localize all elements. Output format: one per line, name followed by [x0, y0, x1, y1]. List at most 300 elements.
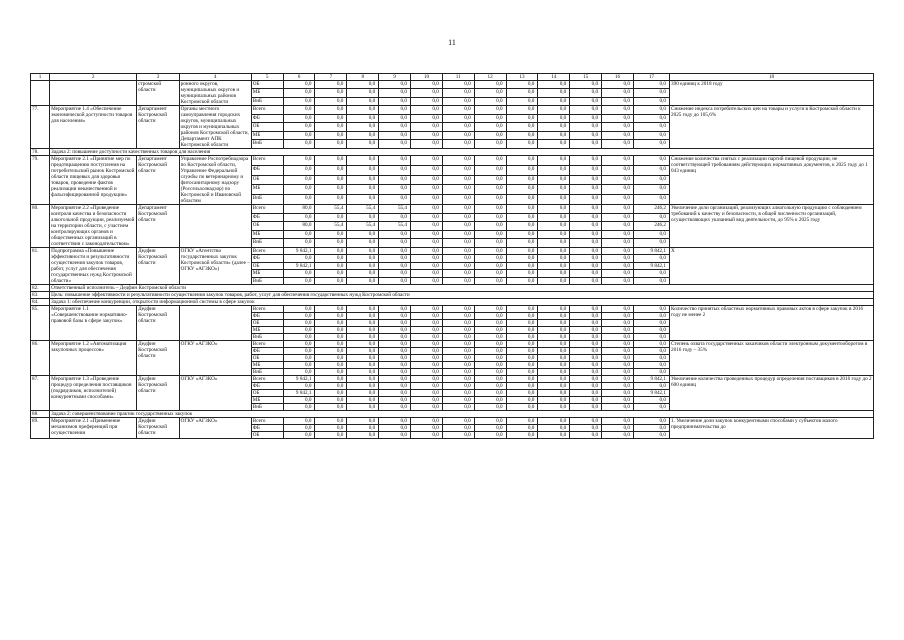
amount-cell: 9 842,1 [633, 248, 669, 255]
amount-cell: 0,0 [506, 185, 538, 195]
amount-cell: 0,0 [442, 306, 474, 313]
amount-cell: 0,0 [315, 334, 347, 341]
row-number: 89. [31, 418, 50, 439]
amount-cell: 0,0 [506, 320, 538, 327]
table-row [31, 81, 874, 89]
amount-cell: 0,0 [633, 185, 669, 195]
row-number: 86. [31, 341, 50, 376]
amount-cell: 0,0 [347, 313, 379, 320]
amount-cell: 0,0 [570, 222, 602, 231]
amount-cell: 0,0 [283, 383, 315, 390]
responsible-executor: Департамент Костромской области [137, 156, 179, 205]
funding-source: ВнБ [251, 334, 283, 341]
amount-cell: 0,0 [506, 195, 538, 205]
amount-cell: 0,0 [633, 156, 669, 166]
amount-cell: 246,2 [633, 222, 669, 231]
amount-cell: 0,0 [602, 383, 634, 390]
amount-cell: 0,0 [538, 425, 570, 432]
co-executors: Управление Роспотребнадзора по Костромской области, Управление Федеральной службы по ветеринарному и фитосанитарному надзору (Россельхознадзор) по Костромской и Ивановской областям [179, 156, 251, 205]
amount-cell: 0,0 [315, 341, 347, 348]
amount-cell: 0,0 [538, 262, 570, 269]
amount-cell: 0,0 [602, 239, 634, 248]
amount-cell: 0,0 [283, 195, 315, 205]
amount-cell: 0,0 [570, 425, 602, 432]
amount-cell: 0,0 [283, 114, 315, 123]
amount-cell: 0,0 [570, 123, 602, 132]
amount-cell: 0,0 [538, 165, 570, 175]
expected-result: Увеличение доли организаций, реализующих алкогольную продукцию с соблюдением требований к качеству и безопасности, в общей численности организаций, осуществляющих указанный вид деятельности, до 95% к 2025 году [670, 205, 874, 248]
amount-cell: 0,0 [347, 255, 379, 262]
amount-cell: 0,0 [411, 390, 443, 397]
amount-cell: 0,0 [538, 418, 570, 425]
amount-cell: 0,0 [283, 156, 315, 166]
amount-cell: 0,0 [538, 376, 570, 383]
expected-result: Увеличение количества проведенных процедур определения поставщиков в 2016 году до 2 600 единиц [670, 376, 874, 411]
amount-cell: 0,0 [602, 165, 634, 175]
amount-cell: 0,0 [411, 262, 443, 269]
amount-cell: 55,4 [347, 222, 379, 231]
header-cell: 15 [570, 74, 602, 81]
header-cell: 10 [411, 74, 443, 81]
amount-cell: 0,0 [347, 355, 379, 362]
amount-cell: 0,0 [315, 362, 347, 369]
funding-source: Всего [251, 376, 283, 383]
amount-cell: 0,0 [315, 390, 347, 397]
amount-cell: 0,0 [633, 418, 669, 425]
amount-cell: 0,0 [442, 255, 474, 262]
amount-cell: 0,0 [283, 89, 315, 97]
amount-cell: 0,0 [538, 348, 570, 355]
amount-cell: 0,0 [633, 97, 669, 105]
section-title: Задача 2: совершенствование практик государственных закупок [50, 411, 874, 418]
amount-cell: 0,0 [602, 270, 634, 277]
amount-cell: 0,0 [474, 348, 506, 355]
amount-cell: 0,0 [347, 418, 379, 425]
amount-cell: 0,0 [411, 362, 443, 369]
amount-cell: 0,0 [442, 383, 474, 390]
amount-cell: 0,0 [411, 348, 443, 355]
funding-source: ФБ [251, 255, 283, 262]
amount-cell: 0,0 [347, 362, 379, 369]
amount-cell: 0,0 [315, 114, 347, 123]
amount-cell: 0,0 [474, 89, 506, 97]
amount-cell: 0,0 [633, 123, 669, 132]
amount-cell: 0,0 [538, 313, 570, 320]
amount-cell: 0,0 [602, 205, 634, 214]
amount-cell: 0,0 [379, 390, 411, 397]
amount-cell: 0,0 [506, 369, 538, 376]
amount-cell: 0,0 [379, 89, 411, 97]
amount-cell: 0,0 [570, 320, 602, 327]
amount-cell: 0,0 [442, 239, 474, 248]
amount-cell: 0,0 [379, 97, 411, 105]
amount-cell: 0,0 [442, 334, 474, 341]
funding-source: ВнБ [251, 140, 283, 149]
amount-cell: 0,0 [379, 156, 411, 166]
program-table [30, 73, 874, 439]
section-title: Задача 2: повышение доступности качественных товаров для населения [50, 149, 874, 156]
header-cell: 8 [347, 74, 379, 81]
amount-cell: 0,0 [411, 239, 443, 248]
amount-cell: 0,0 [379, 348, 411, 355]
amount-cell: 0,0 [506, 397, 538, 404]
amount-cell: 0,0 [506, 222, 538, 231]
header-cell: 6 [283, 74, 315, 81]
amount-cell: 0,0 [506, 205, 538, 214]
amount-cell: 0,0 [538, 131, 570, 140]
funding-source: МБ [251, 327, 283, 334]
amount-cell: 0,0 [411, 397, 443, 404]
amount-cell: 0,0 [315, 165, 347, 175]
amount-cell: 0,0 [474, 320, 506, 327]
amount-cell: 0,0 [283, 277, 315, 284]
expected-result: 390 единиц к 2018 году [670, 81, 874, 106]
amount-cell: 0,0 [570, 334, 602, 341]
funding-source: ВнБ [251, 239, 283, 248]
amount-cell: 0,0 [347, 404, 379, 411]
table-row [31, 205, 874, 214]
amount-cell: 0,0 [347, 114, 379, 123]
amount-cell: 0,0 [474, 369, 506, 376]
amount-cell: 0,0 [283, 131, 315, 140]
funding-source: ВнБ [251, 369, 283, 376]
amount-cell: 0,0 [442, 432, 474, 439]
amount-cell: 55,4 [379, 205, 411, 214]
row-number: 78. [31, 149, 50, 156]
amount-cell: 0,0 [347, 248, 379, 255]
amount-cell: 0,0 [283, 213, 315, 222]
header-cell: 12 [474, 74, 506, 81]
amount-cell: 0,0 [315, 270, 347, 277]
amount-cell: 0,0 [347, 270, 379, 277]
responsible-executor: Дедфин Костромской области [137, 341, 179, 376]
amount-cell: 0,0 [474, 327, 506, 334]
amount-cell: 0,0 [633, 213, 669, 222]
amount-cell: 0,0 [633, 355, 669, 362]
amount-cell: 0,0 [474, 205, 506, 214]
table-row [31, 376, 874, 383]
funding-source: ОБ [251, 355, 283, 362]
amount-cell: 0,0 [379, 195, 411, 205]
responsible-executor: Дедфин Костромской области [137, 248, 179, 285]
amount-cell: 0,0 [315, 156, 347, 166]
funding-source: ОБ [251, 390, 283, 397]
amount-cell: 0,0 [538, 230, 570, 239]
amount-cell: 0,0 [602, 89, 634, 97]
amount-cell: 0,0 [474, 306, 506, 313]
amount-cell: 0,0 [315, 140, 347, 149]
header-cell: 7 [315, 74, 347, 81]
amount-cell: 0,0 [474, 355, 506, 362]
amount-cell: 0,0 [506, 89, 538, 97]
co-executors: Органы местного самоуправления городских округов, муниципальных округов и муниципальных районов Костромской области, Департамент АПК Костромской области [179, 106, 251, 149]
amount-cell: 0,0 [347, 239, 379, 248]
amount-cell: 0,0 [602, 140, 634, 149]
amount-cell: 0,0 [411, 195, 443, 205]
amount-cell: 0,0 [538, 404, 570, 411]
funding-source: МБ [251, 131, 283, 140]
header-cell: 2 [50, 74, 137, 81]
amount-cell: 0,0 [570, 239, 602, 248]
amount-cell: 0,0 [570, 397, 602, 404]
amount-cell: 0,0 [602, 418, 634, 425]
amount-cell: 0,0 [506, 255, 538, 262]
amount-cell: 0,0 [379, 114, 411, 123]
amount-cell: 0,0 [315, 248, 347, 255]
amount-cell: 0,0 [442, 195, 474, 205]
amount-cell: 0,0 [442, 222, 474, 231]
amount-cell: 0,0 [411, 123, 443, 132]
amount-cell: 0,0 [474, 390, 506, 397]
amount-cell: 0,0 [442, 230, 474, 239]
amount-cell: 0,0 [315, 306, 347, 313]
amount-cell: 9 842,1 [633, 376, 669, 383]
funding-source: ФБ [251, 114, 283, 123]
amount-cell: 0,0 [379, 341, 411, 348]
row-number: 82. [31, 285, 50, 292]
amount-cell: 0,0 [633, 313, 669, 320]
amount-cell: 0,0 [633, 383, 669, 390]
header-cell: 13 [506, 74, 538, 81]
amount-cell: 0,0 [506, 123, 538, 132]
amount-cell: 0,0 [506, 131, 538, 140]
amount-cell: 9 842,1 [633, 262, 669, 269]
funding-source: Всего [251, 306, 283, 313]
header-cell: 18 [670, 74, 874, 81]
amount-cell: 0,0 [283, 432, 315, 439]
amount-cell: 0,0 [602, 376, 634, 383]
section-row [31, 411, 874, 418]
activity-name: Мероприятие 2.1 «Применение механизмов преференций при осуществлении [50, 418, 137, 439]
amount-cell: 0,0 [411, 383, 443, 390]
amount-cell: 0,0 [283, 255, 315, 262]
amount-cell: 0,0 [347, 425, 379, 432]
amount-cell: 0,0 [538, 320, 570, 327]
amount-cell: 0,0 [570, 362, 602, 369]
activity-name: Мероприятие 2.2 «Проведение контроля качества и безопасности алкогольной продукции, реализуемой на территории области, с участием контролирующих органов и общественных организаций в соответствии с законодательством» [50, 205, 137, 248]
funding-source: ОБ [251, 222, 283, 231]
amount-cell: 0,0 [633, 255, 669, 262]
amount-cell: 0,0 [347, 327, 379, 334]
amount-cell: 0,0 [570, 432, 602, 439]
amount-cell: 0,0 [283, 369, 315, 376]
amount-cell: 0,0 [570, 81, 602, 89]
amount-cell: 0,0 [315, 255, 347, 262]
amount-cell: 9 842,1 [283, 262, 315, 269]
amount-cell: 0,0 [315, 376, 347, 383]
row-number: 88. [31, 411, 50, 418]
amount-cell: 0,0 [474, 418, 506, 425]
amount-cell: 0,0 [379, 131, 411, 140]
amount-cell: 0,0 [474, 175, 506, 185]
amount-cell: 0,0 [283, 81, 315, 89]
activity-name: Мероприятие 1.1 «Совершенствование нормативно-правовой базы в сфере закупок» [50, 306, 137, 341]
amount-cell: 55,4 [315, 205, 347, 214]
funding-source: ФБ [251, 383, 283, 390]
header-cell: 17 [633, 74, 669, 81]
amount-cell: 0,0 [411, 320, 443, 327]
co-executors: ОГКУ «АГЗКО» [179, 376, 251, 411]
row-number: 79. [31, 156, 50, 205]
amount-cell: 0,0 [602, 195, 634, 205]
amount-cell: 0,0 [633, 165, 669, 175]
amount-cell: 0,0 [442, 418, 474, 425]
amount-cell: 0,0 [602, 255, 634, 262]
funding-source: ОБ [251, 320, 283, 327]
amount-cell: 0,0 [506, 97, 538, 105]
amount-cell: 0,0 [411, 140, 443, 149]
amount-cell: 0,0 [474, 376, 506, 383]
amount-cell: 0,0 [538, 106, 570, 115]
amount-cell: 0,0 [570, 248, 602, 255]
amount-cell: 0,0 [474, 195, 506, 205]
amount-cell: 0,0 [570, 89, 602, 97]
amount-cell: 0,0 [347, 348, 379, 355]
amount-cell: 9 842,1 [283, 390, 315, 397]
amount-cell: 0,0 [379, 123, 411, 132]
amount-cell: 0,0 [411, 114, 443, 123]
amount-cell: 0,0 [283, 230, 315, 239]
amount-cell: 0,0 [570, 369, 602, 376]
amount-cell: 0,0 [506, 277, 538, 284]
amount-cell: 0,0 [347, 123, 379, 132]
amount-cell: 0,0 [602, 213, 634, 222]
amount-cell: 0,0 [506, 362, 538, 369]
amount-cell: 0,0 [633, 81, 669, 89]
amount-cell: 0,0 [474, 106, 506, 115]
amount-cell: 9 842,1 [283, 376, 315, 383]
amount-cell: 0,0 [602, 334, 634, 341]
amount-cell: 0,0 [411, 205, 443, 214]
amount-cell: 0,0 [283, 425, 315, 432]
funding-source: ВнБ [251, 97, 283, 105]
amount-cell: 0,0 [347, 341, 379, 348]
amount-cell: 0,0 [602, 306, 634, 313]
activity-name: Мероприятие 2.1 «Принятие мер по предотвращению поступления на потребительский рынок Костромской области пищевых для здоровья товаров, проведение фактов реализации некачественной и фальсифицированной продукции» [50, 156, 137, 205]
amount-cell: 0,0 [442, 165, 474, 175]
amount-cell: 0,0 [379, 277, 411, 284]
amount-cell: 0,0 [379, 106, 411, 115]
amount-cell: 0,0 [570, 114, 602, 123]
amount-cell: 0,0 [411, 369, 443, 376]
amount-cell: 0,0 [379, 175, 411, 185]
amount-cell: 0,0 [283, 362, 315, 369]
amount-cell: 0,0 [538, 355, 570, 362]
table-row [31, 418, 874, 425]
amount-cell: 0,0 [538, 306, 570, 313]
amount-cell: 0,0 [570, 348, 602, 355]
amount-cell: 0,0 [602, 81, 634, 89]
amount-cell: 0,0 [315, 230, 347, 239]
amount-cell: 0,0 [379, 140, 411, 149]
amount-cell: 80,0 [283, 205, 315, 214]
amount-cell: 0,0 [283, 140, 315, 149]
co-executors: ОГКУ «Агентство государственных закупок Костромской области» (далее – ОГКУ «АГЗКО») [179, 248, 251, 285]
amount-cell: 0,0 [283, 185, 315, 195]
amount-cell: 0,0 [347, 185, 379, 195]
activity-name [50, 81, 137, 106]
amount-cell: 0,0 [474, 81, 506, 89]
amount-cell: 55,4 [347, 205, 379, 214]
amount-cell: 0,0 [283, 306, 315, 313]
amount-cell: 0,0 [347, 213, 379, 222]
amount-cell: 0,0 [633, 369, 669, 376]
amount-cell: 0,0 [474, 404, 506, 411]
amount-cell: 0,0 [379, 165, 411, 175]
amount-cell: 0,0 [538, 270, 570, 277]
amount-cell: 0,0 [506, 248, 538, 255]
amount-cell: 0,0 [347, 277, 379, 284]
amount-cell: 0,0 [442, 355, 474, 362]
amount-cell: 0,0 [474, 383, 506, 390]
amount-cell: 0,0 [379, 404, 411, 411]
amount-cell: 0,0 [570, 156, 602, 166]
amount-cell: 0,0 [411, 97, 443, 105]
amount-cell: 0,0 [283, 334, 315, 341]
amount-cell: 0,0 [538, 185, 570, 195]
header-cell: 16 [602, 74, 634, 81]
amount-cell: 0,0 [379, 369, 411, 376]
activity-name: Мероприятие 1.4 «Обеспечение экономической доступности товаров для населения» [50, 106, 137, 149]
amount-cell: 0,0 [411, 213, 443, 222]
amount-cell: 0,0 [315, 262, 347, 269]
amount-cell: 0,0 [538, 327, 570, 334]
amount-cell: 0,0 [633, 306, 669, 313]
amount-cell: 0,0 [379, 355, 411, 362]
amount-cell: 0,0 [602, 432, 634, 439]
amount-cell: 0,0 [442, 341, 474, 348]
amount-cell: 0,0 [570, 418, 602, 425]
amount-cell: 0,0 [442, 89, 474, 97]
amount-cell: 0,0 [442, 140, 474, 149]
amount-cell: 0,0 [315, 355, 347, 362]
amount-cell: 0,0 [506, 230, 538, 239]
funding-source: ОБ [251, 123, 283, 132]
expected-result: Количество принятых областных нормативных правовых актов в сфере закупок в 2016 году не менее 2 [670, 306, 874, 341]
amount-cell: 0,0 [602, 348, 634, 355]
responsible-executor: Дедфин Костромской области [137, 306, 179, 341]
amount-cell: 0,0 [379, 418, 411, 425]
amount-cell: 0,0 [315, 383, 347, 390]
amount-cell: 0,0 [411, 185, 443, 195]
amount-cell: 0,0 [633, 195, 669, 205]
amount-cell: 0,0 [474, 362, 506, 369]
funding-source: ФБ [251, 425, 283, 432]
amount-cell: 0,0 [570, 277, 602, 284]
amount-cell: 0,0 [506, 213, 538, 222]
row-number: 83. [31, 292, 50, 299]
amount-cell: 0,0 [506, 313, 538, 320]
amount-cell: 0,0 [442, 404, 474, 411]
funding-source: Всего [251, 341, 283, 348]
amount-cell: 0,0 [506, 355, 538, 362]
amount-cell: 0,0 [411, 131, 443, 140]
amount-cell: 0,0 [442, 106, 474, 115]
amount-cell: 0,0 [379, 320, 411, 327]
amount-cell: 0,0 [570, 255, 602, 262]
amount-cell: 0,0 [633, 89, 669, 97]
amount-cell: 0,0 [379, 248, 411, 255]
section-row [31, 285, 874, 292]
amount-cell: 0,0 [379, 362, 411, 369]
amount-cell: 0,0 [347, 156, 379, 166]
funding-source: МБ [251, 362, 283, 369]
funding-source: ВнБ [251, 195, 283, 205]
amount-cell: 0,0 [474, 425, 506, 432]
amount-cell: 0,0 [411, 355, 443, 362]
amount-cell: 0,0 [379, 262, 411, 269]
amount-cell: 0,0 [411, 106, 443, 115]
